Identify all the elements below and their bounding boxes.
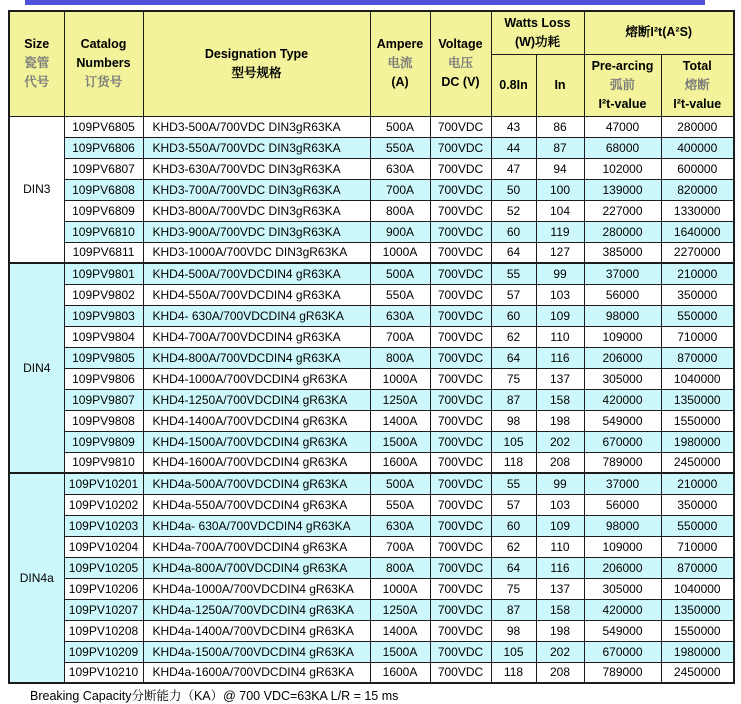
voltage-cell: 700VDC [430,620,491,641]
watts-in-cell: 202 [536,431,584,452]
designation-cell: KHD4- 630A/700VDCDIN4 gR63KA [143,305,370,326]
prearcing-i2t-cell: 549000 [584,410,661,431]
watts-08in-cell: 55 [491,263,536,284]
watts-in-cell: 87 [536,137,584,158]
watts-in-cell: 94 [536,158,584,179]
total-i2t-cell: 280000 [661,116,734,137]
watts-08in-cell: 60 [491,221,536,242]
designation-cell: KHD4-1000A/700VDCDIN4 gR63KA [143,368,370,389]
table-row [9,263,734,284]
catalog-cell: 109PV9810 [64,452,143,473]
col-header-designation [143,11,370,116]
total-i2t-cell: 210000 [661,263,734,284]
ampere-cell: 1000A [370,578,430,599]
watts-08in-cell: 98 [491,410,536,431]
prearcing-i2t-cell: 280000 [584,221,661,242]
designation-cell: KHD4a-700A/700VDCDIN4 gR63KA [143,536,370,557]
watts-in-cell: 127 [536,242,584,263]
top-accent-bar [25,0,705,5]
prearcing-i2t-cell: 98000 [584,515,661,536]
watts-in-cell: 103 [536,284,584,305]
table-row [9,242,734,263]
ampere-cell: 1250A [370,599,430,620]
watts-08in-cell: 87 [491,599,536,620]
watts-08in-cell: 44 [491,137,536,158]
designation-cell: KHD4a-1400A/700VDCDIN4 gR63KA [143,620,370,641]
watts-in-cell: 137 [536,368,584,389]
catalog-cell: 109PV6808 [64,179,143,200]
prearcing-i2t-cell: 305000 [584,368,661,389]
table-row [9,305,734,326]
header-catalog-en1: Catalog [80,37,127,52]
voltage-cell: 700VDC [430,410,491,431]
watts-in-cell: 99 [536,263,584,284]
catalog-cell: 109PV10201 [64,473,143,494]
total-i2t-cell: 1640000 [661,221,734,242]
prearcing-i2t-cell: 56000 [584,494,661,515]
watts-08in-cell: 64 [491,557,536,578]
prearcing-i2t-cell: 206000 [584,557,661,578]
table-row [9,599,734,620]
col-header-watts-loss [491,11,584,54]
prearcing-i2t-cell: 109000 [584,326,661,347]
total-i2t-cell: 1330000 [661,200,734,221]
designation-cell: KHD4-700A/700VDCDIN4 gR63KA [143,326,370,347]
total-i2t-cell: 350000 [661,284,734,305]
prearcing-i2t-cell: 37000 [584,473,661,494]
designation-cell: KHD4a-500A/700VDCDIN4 gR63KA [143,473,370,494]
catalog-cell: 109PV6810 [64,221,143,242]
col-header-i2t-group [584,11,734,54]
header-ampere-zh: 电流 [387,56,413,71]
prearcing-i2t-cell: 37000 [584,263,661,284]
col-header-catalog [64,11,143,116]
header-voltage-en: Voltage [438,37,483,52]
watts-in-cell: 99 [536,473,584,494]
header-size-en: Size [24,37,50,52]
total-i2t-cell: 1040000 [661,368,734,389]
watts-08in-cell: 105 [491,431,536,452]
catalog-cell: 109PV6806 [64,137,143,158]
watts-08in-cell: 75 [491,368,536,389]
col-header-08in: 0.8In [491,54,536,116]
prearcing-i2t-cell: 227000 [584,200,661,221]
table-row [9,221,734,242]
ampere-cell: 500A [370,263,430,284]
watts-08in-cell: 87 [491,389,536,410]
col-header-size [9,11,64,116]
ampere-cell: 1400A [370,620,430,641]
voltage-cell: 700VDC [430,578,491,599]
designation-cell: KHD3-1000A/700VDC DIN3gR63KA [143,242,370,263]
prearcing-i2t-cell: 305000 [584,578,661,599]
ampere-cell: 1000A [370,368,430,389]
voltage-cell: 700VDC [430,179,491,200]
table-row [9,284,734,305]
ampere-cell: 550A [370,284,430,305]
size-group-cell: DIN3 [9,116,64,263]
total-i2t-cell: 1980000 [661,431,734,452]
table-row [9,536,734,557]
watts-in-cell: 158 [536,389,584,410]
designation-cell: KHD4-500A/700VDCDIN4 gR63KA [143,263,370,284]
watts-08in-cell: 50 [491,179,536,200]
table-row [9,200,734,221]
header-ampere-en: Ampere [376,37,424,52]
table-row [9,116,734,137]
ampere-cell: 1600A [370,662,430,683]
watts-in-cell: 208 [536,662,584,683]
table-row [9,431,734,452]
watts-in-cell: 202 [536,641,584,662]
designation-cell: KHD3-550A/700VDC DIN3gR63KA [143,137,370,158]
ampere-cell: 700A [370,179,430,200]
table-row [9,557,734,578]
voltage-cell: 700VDC [430,221,491,242]
prearcing-i2t-cell: 139000 [584,179,661,200]
ampere-cell: 500A [370,116,430,137]
col-header-in: In [536,54,584,116]
header-prearcing-en: Pre-arcing [591,58,654,73]
designation-cell: KHD3-800A/700VDC DIN3gR63KA [143,200,370,221]
catalog-cell: 109PV9807 [64,389,143,410]
catalog-cell: 109PV10203 [64,515,143,536]
voltage-cell: 700VDC [430,557,491,578]
watts-08in-cell: 118 [491,662,536,683]
total-i2t-cell: 710000 [661,536,734,557]
catalog-cell: 109PV10204 [64,536,143,557]
ampere-cell: 700A [370,536,430,557]
table-row [9,515,734,536]
watts-in-cell: 198 [536,410,584,431]
header-designation-zh: 型号规格 [231,65,282,80]
ampere-cell: 1400A [370,410,430,431]
ampere-cell: 550A [370,137,430,158]
ampere-cell: 1000A [370,242,430,263]
catalog-cell: 109PV10209 [64,641,143,662]
catalog-cell: 109PV6805 [64,116,143,137]
fuse-spec-table [8,10,735,684]
designation-cell: KHD3-500A/700VDC DIN3gR63KA [143,116,370,137]
table-body [9,116,734,683]
voltage-cell: 700VDC [430,389,491,410]
catalog-cell: 109PV10208 [64,620,143,641]
catalog-cell: 109PV9803 [64,305,143,326]
watts-08in-cell: 62 [491,326,536,347]
watts-08in-cell: 62 [491,536,536,557]
voltage-cell: 700VDC [430,368,491,389]
ampere-cell: 630A [370,515,430,536]
total-i2t-cell: 550000 [661,515,734,536]
watts-08in-cell: 57 [491,494,536,515]
col-header-ampere [370,11,430,116]
table-row [9,347,734,368]
designation-cell: KHD4-1500A/700VDCDIN4 gR63KA [143,431,370,452]
voltage-cell: 700VDC [430,431,491,452]
watts-08in-cell: 105 [491,641,536,662]
catalog-cell: 109PV6807 [64,158,143,179]
voltage-cell: 700VDC [430,641,491,662]
watts-08in-cell: 55 [491,473,536,494]
prearcing-i2t-cell: 420000 [584,389,661,410]
designation-cell: KHD4-800A/700VDCDIN4 gR63KA [143,347,370,368]
watts-08in-cell: 60 [491,305,536,326]
col-header-prearcing [584,54,661,116]
header-i2t-title: 熔断I²t(A²S) [625,25,693,40]
voltage-cell: 700VDC [430,536,491,557]
header-ampere-unit: (A) [391,75,409,90]
total-i2t-cell: 2270000 [661,242,734,263]
watts-08in-cell: 118 [491,452,536,473]
voltage-cell: 700VDC [430,116,491,137]
header-watts-en: Watts Loss [504,15,571,30]
total-i2t-cell: 1350000 [661,599,734,620]
catalog-cell: 109PV9808 [64,410,143,431]
designation-cell: KHD4-1600A/700VDCDIN4 gR63KA [143,452,370,473]
prearcing-i2t-cell: 206000 [584,347,661,368]
ampere-cell: 550A [370,494,430,515]
ampere-cell: 1500A [370,431,430,452]
prearcing-i2t-cell: 68000 [584,137,661,158]
catalog-cell: 109PV10202 [64,494,143,515]
total-i2t-cell: 600000 [661,158,734,179]
watts-in-cell: 116 [536,347,584,368]
catalog-cell: 109PV6809 [64,200,143,221]
designation-cell: KHD4a- 630A/700VDCDIN4 gR63KA [143,515,370,536]
prearcing-i2t-cell: 109000 [584,536,661,557]
watts-08in-cell: 60 [491,515,536,536]
table-row [9,473,734,494]
watts-in-cell: 103 [536,494,584,515]
prearcing-i2t-cell: 47000 [584,116,661,137]
prearcing-i2t-cell: 549000 [584,620,661,641]
voltage-cell: 700VDC [430,305,491,326]
prearcing-i2t-cell: 789000 [584,662,661,683]
table-row [9,326,734,347]
ampere-cell: 900A [370,221,430,242]
total-i2t-cell: 710000 [661,326,734,347]
voltage-cell: 700VDC [430,137,491,158]
ampere-cell: 630A [370,158,430,179]
col-header-total [661,54,734,116]
catalog-cell: 109PV10205 [64,557,143,578]
prearcing-i2t-cell: 102000 [584,158,661,179]
watts-in-cell: 119 [536,221,584,242]
table-row [9,662,734,683]
header-voltage-unit: DC (V) [441,75,480,90]
header-catalog-zh: 订货号 [84,75,123,90]
total-i2t-cell: 870000 [661,557,734,578]
watts-08in-cell: 52 [491,200,536,221]
watts-in-cell: 104 [536,200,584,221]
header-prearcing-zh: 弧前 [609,77,635,92]
watts-08in-cell: 75 [491,578,536,599]
voltage-cell: 700VDC [430,452,491,473]
designation-cell: KHD4a-1000A/700VDCDIN4 gR63KA [143,578,370,599]
voltage-cell: 700VDC [430,473,491,494]
catalog-cell: 109PV9801 [64,263,143,284]
total-i2t-cell: 1040000 [661,578,734,599]
table-row [9,158,734,179]
voltage-cell: 700VDC [430,284,491,305]
voltage-cell: 700VDC [430,494,491,515]
table-row [9,368,734,389]
header-row-group [9,11,734,54]
size-group-cell: DIN4 [9,263,64,473]
total-i2t-cell: 1550000 [661,410,734,431]
total-i2t-cell: 550000 [661,305,734,326]
catalog-cell: 109PV10206 [64,578,143,599]
designation-cell: KHD4a-1600A/700VDCDIN4 gR63KA [143,662,370,683]
total-i2t-cell: 2450000 [661,662,734,683]
catalog-cell: 109PV10207 [64,599,143,620]
table-row [9,452,734,473]
table-row [9,389,734,410]
voltage-cell: 700VDC [430,662,491,683]
voltage-cell: 700VDC [430,347,491,368]
total-i2t-cell: 350000 [661,494,734,515]
total-i2t-cell: 870000 [661,347,734,368]
total-i2t-cell: 210000 [661,473,734,494]
catalog-cell: 109PV9806 [64,368,143,389]
voltage-cell: 700VDC [430,263,491,284]
header-voltage-zh: 电压 [447,56,473,71]
watts-in-cell: 198 [536,620,584,641]
total-i2t-cell: 1980000 [661,641,734,662]
designation-cell: KHD4-1400A/700VDCDIN4 gR63KA [143,410,370,431]
designation-cell: KHD4-1250A/700VDCDIN4 gR63KA [143,389,370,410]
designation-cell: KHD4a-800A/700VDCDIN4 gR63KA [143,557,370,578]
table-header [9,11,734,116]
prearcing-i2t-cell: 385000 [584,242,661,263]
voltage-cell: 700VDC [430,200,491,221]
watts-in-cell: 110 [536,326,584,347]
header-designation-en: Designation Type [204,46,309,61]
total-i2t-cell: 820000 [661,179,734,200]
table-row [9,410,734,431]
watts-in-cell: 137 [536,578,584,599]
voltage-cell: 700VDC [430,515,491,536]
watts-in-cell: 208 [536,452,584,473]
ampere-cell: 1250A [370,389,430,410]
ampere-cell: 1600A [370,452,430,473]
header-total-zh: 熔断 [684,77,710,92]
watts-in-cell: 86 [536,116,584,137]
table-row [9,137,734,158]
watts-08in-cell: 57 [491,284,536,305]
watts-08in-cell: 64 [491,242,536,263]
watts-in-cell: 116 [536,557,584,578]
watts-in-cell: 109 [536,515,584,536]
ampere-cell: 800A [370,200,430,221]
total-i2t-cell: 1550000 [661,620,734,641]
header-watts-zh: (W)功耗 [514,34,561,49]
table-row [9,578,734,599]
table-row [9,641,734,662]
table-row [9,620,734,641]
watts-in-cell: 158 [536,599,584,620]
ampere-cell: 1500A [370,641,430,662]
watts-08in-cell: 64 [491,347,536,368]
header-prearcing-val: I²t-value [598,96,647,111]
col-header-voltage [430,11,491,116]
voltage-cell: 700VDC [430,242,491,263]
header-size-zh2: 代号 [24,75,50,90]
table-row [9,494,734,515]
watts-in-cell: 109 [536,305,584,326]
total-i2t-cell: 1350000 [661,389,734,410]
catalog-cell: 109PV9804 [64,326,143,347]
catalog-cell: 109PV9809 [64,431,143,452]
designation-cell: KHD3-900A/700VDC DIN3gR63KA [143,221,370,242]
voltage-cell: 700VDC [430,599,491,620]
breaking-capacity-note: Breaking Capacity分断能力（KA）@ 700 VDC=63KA L/R = 15 ms [30,689,399,703]
header-total-val: I²t-value [673,96,722,111]
header-total-en: Total [682,58,712,73]
prearcing-i2t-cell: 670000 [584,641,661,662]
total-i2t-cell: 400000 [661,137,734,158]
catalog-cell: 109PV10210 [64,662,143,683]
voltage-cell: 700VDC [430,326,491,347]
ampere-cell: 800A [370,347,430,368]
watts-08in-cell: 47 [491,158,536,179]
watts-in-cell: 100 [536,179,584,200]
prearcing-i2t-cell: 98000 [584,305,661,326]
prearcing-i2t-cell: 789000 [584,452,661,473]
prearcing-i2t-cell: 56000 [584,284,661,305]
ampere-cell: 700A [370,326,430,347]
watts-in-cell: 110 [536,536,584,557]
ampere-cell: 800A [370,557,430,578]
designation-cell: KHD4-550A/700VDCDIN4 gR63KA [143,284,370,305]
catalog-cell: 109PV6811 [64,242,143,263]
catalog-cell: 109PV9805 [64,347,143,368]
voltage-cell: 700VDC [430,158,491,179]
table-row [9,179,734,200]
prearcing-i2t-cell: 420000 [584,599,661,620]
watts-08in-cell: 43 [491,116,536,137]
size-group-cell: DIN4a [9,473,64,683]
total-i2t-cell: 2450000 [661,452,734,473]
prearcing-i2t-cell: 670000 [584,431,661,452]
ampere-cell: 630A [370,305,430,326]
header-size-zh1: 瓷管 [24,56,50,71]
designation-cell: KHD3-700A/700VDC DIN3gR63KA [143,179,370,200]
ampere-cell: 500A [370,473,430,494]
designation-cell: KHD4a-1500A/700VDCDIN4 gR63KA [143,641,370,662]
designation-cell: KHD4a-550A/700VDCDIN4 gR63KA [143,494,370,515]
watts-08in-cell: 98 [491,620,536,641]
catalog-cell: 109PV9802 [64,284,143,305]
designation-cell: KHD4a-1250A/700VDCDIN4 gR63KA [143,599,370,620]
header-catalog-en2: Numbers [76,56,131,71]
designation-cell: KHD3-630A/700VDC DIN3gR63KA [143,158,370,179]
